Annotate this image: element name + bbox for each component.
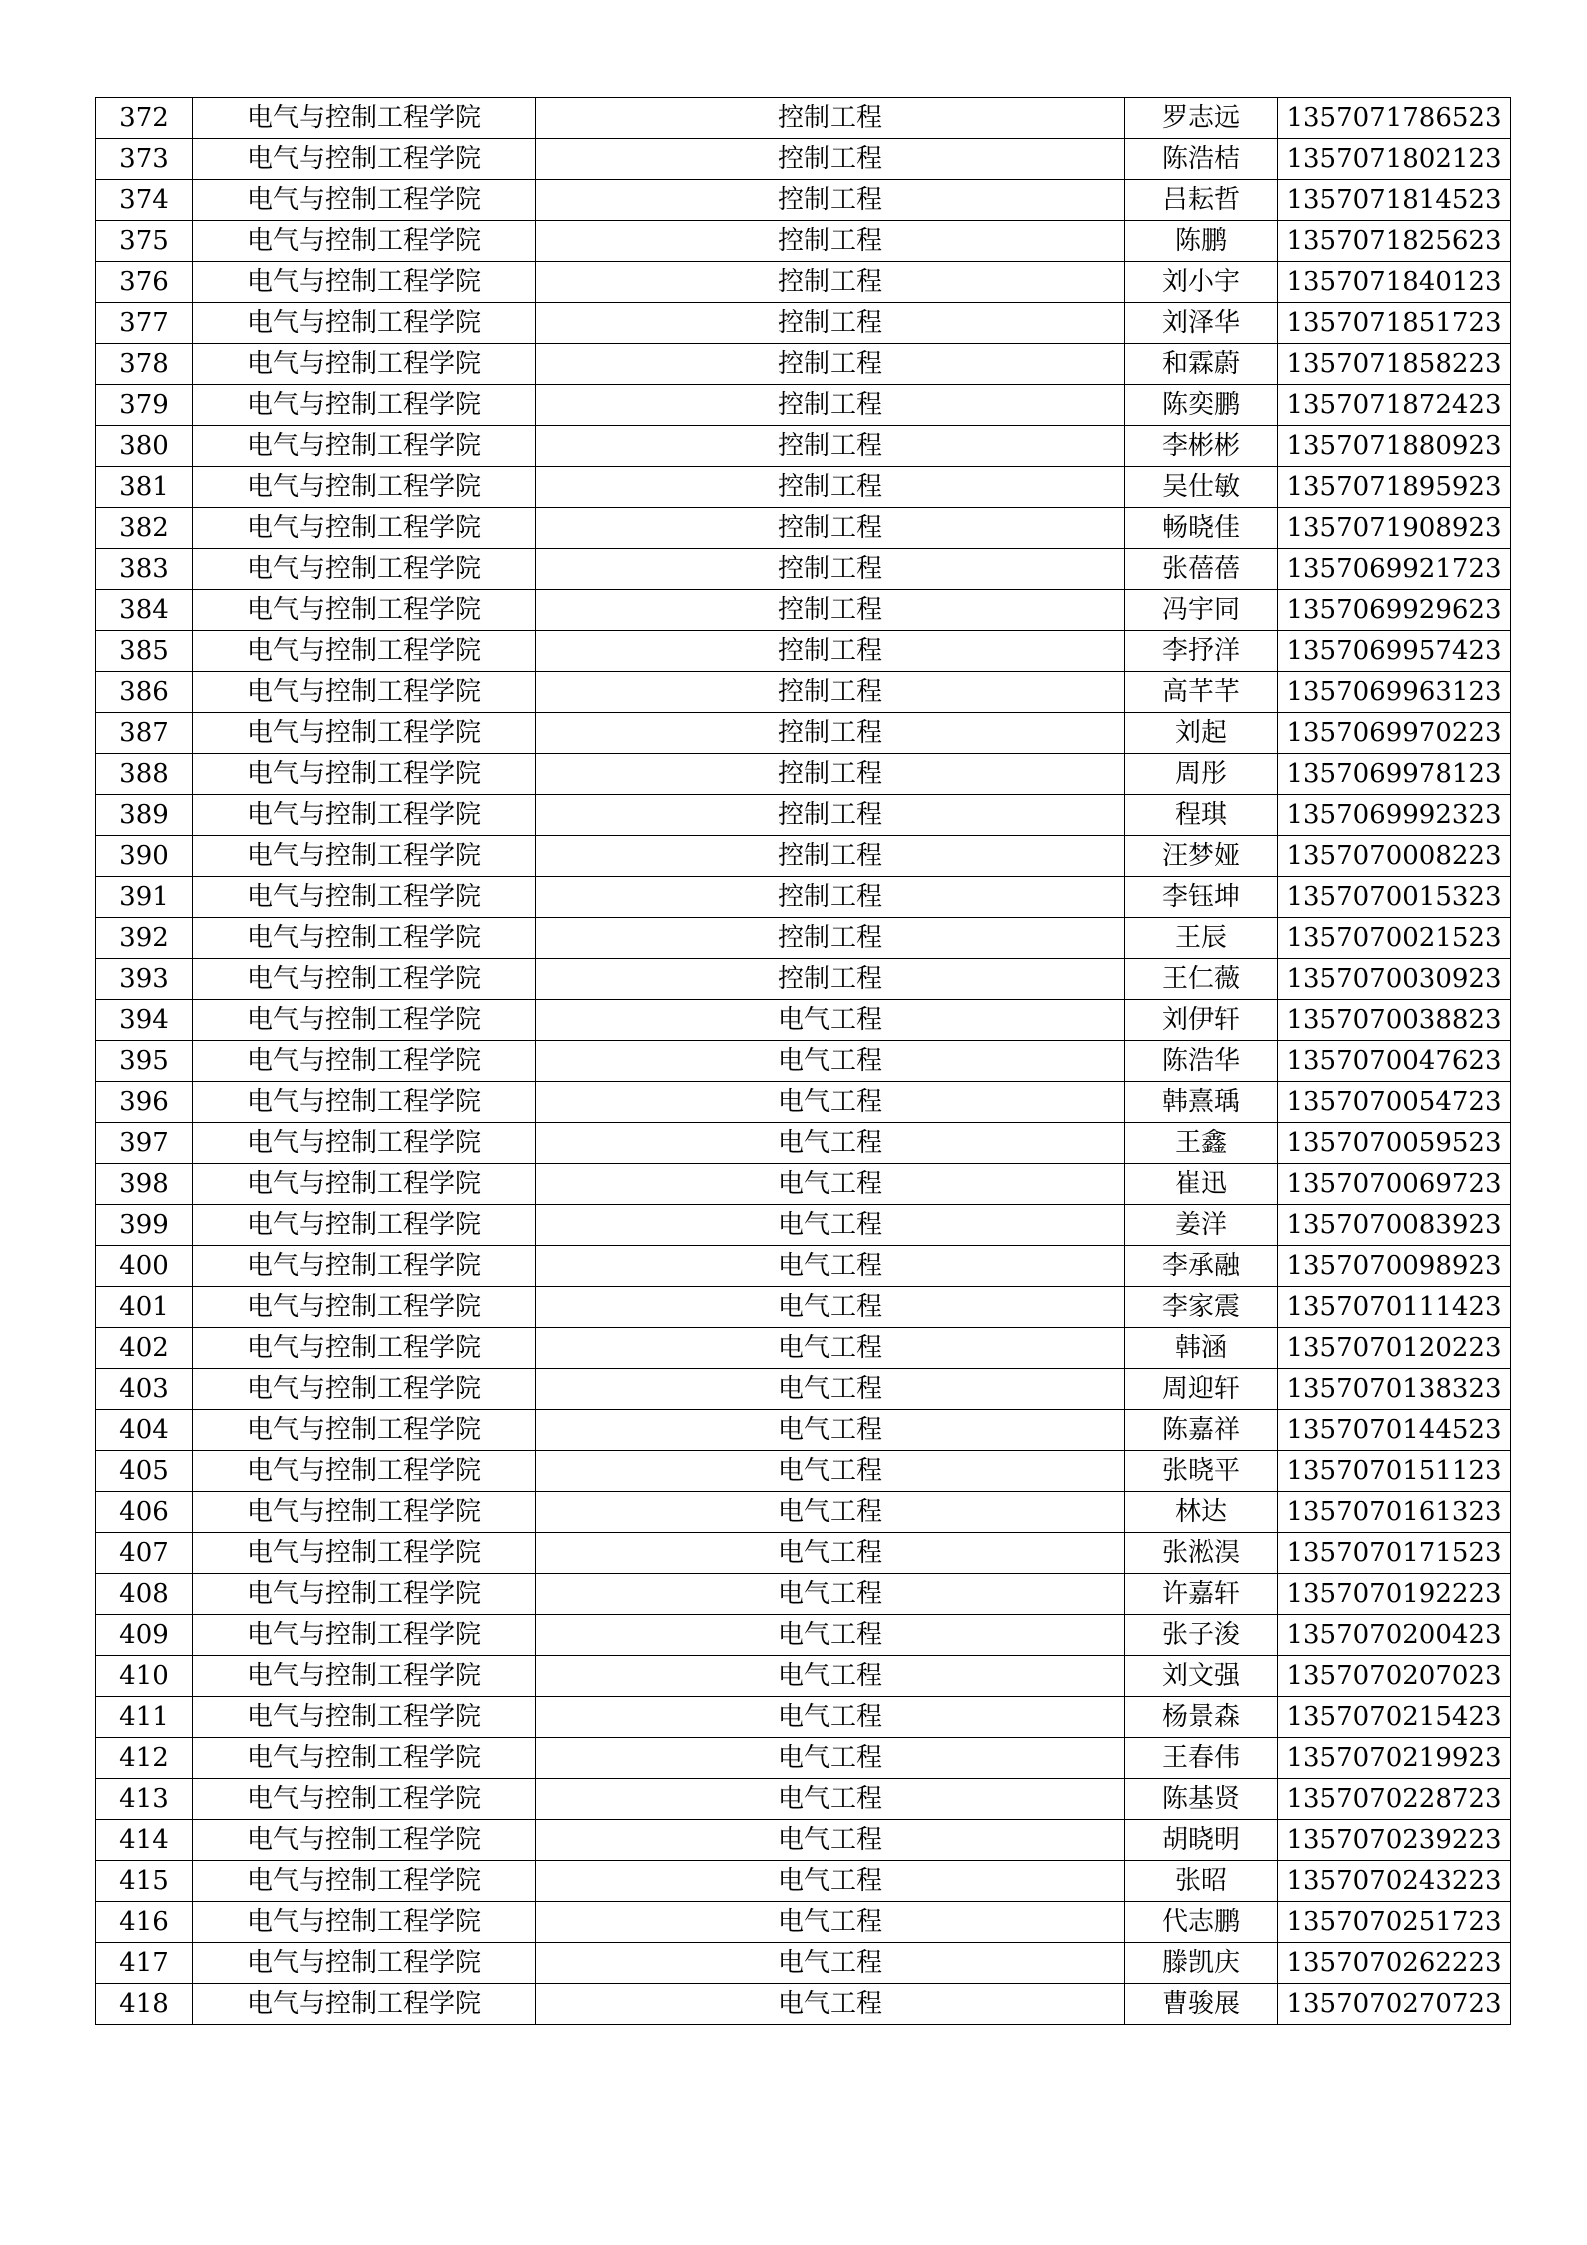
table-row [96, 1861, 1511, 1902]
table-row [96, 1246, 1511, 1287]
student-id-cell: 1357071840123 [1278, 262, 1511, 303]
college-cell: 电气与控制工程学院 [193, 1205, 536, 1246]
college-cell: 电气与控制工程学院 [193, 754, 536, 795]
student-id-cell: 1357070207023 [1278, 1656, 1511, 1697]
student-name-cell: 韩熹瑀 [1125, 1082, 1278, 1123]
student-name-cell: 刘文强 [1125, 1656, 1278, 1697]
student-id-cell: 1357071872423 [1278, 385, 1511, 426]
major-cell: 控制工程 [536, 672, 1125, 713]
student-name-cell: 李家震 [1125, 1287, 1278, 1328]
student-name-cell: 张蓓蓓 [1125, 549, 1278, 590]
college-cell: 电气与控制工程学院 [193, 1328, 536, 1369]
major-cell: 电气工程 [536, 1492, 1125, 1533]
row-number-cell: 385 [96, 631, 193, 672]
major-cell: 电气工程 [536, 1984, 1125, 2025]
student-id-cell: 1357070215423 [1278, 1697, 1511, 1738]
student-name-cell: 许嘉轩 [1125, 1574, 1278, 1615]
college-cell: 电气与控制工程学院 [193, 631, 536, 672]
row-number-cell: 390 [96, 836, 193, 877]
student-id-cell: 1357071908923 [1278, 508, 1511, 549]
student-name-cell: 畅晓佳 [1125, 508, 1278, 549]
student-name-cell: 王春伟 [1125, 1738, 1278, 1779]
row-number-cell: 414 [96, 1820, 193, 1861]
major-cell: 控制工程 [536, 836, 1125, 877]
row-number-cell: 384 [96, 590, 193, 631]
table-row [96, 754, 1511, 795]
table-row [96, 672, 1511, 713]
college-cell: 电气与控制工程学院 [193, 1820, 536, 1861]
row-number-cell: 407 [96, 1533, 193, 1574]
student-id-cell: 1357069992323 [1278, 795, 1511, 836]
student-id-cell: 1357070262223 [1278, 1943, 1511, 1984]
major-cell: 控制工程 [536, 959, 1125, 1000]
student-name-cell: 李钰坤 [1125, 877, 1278, 918]
student-id-cell: 1357070030923 [1278, 959, 1511, 1000]
row-number-cell: 375 [96, 221, 193, 262]
major-cell: 控制工程 [536, 754, 1125, 795]
student-name-cell: 张淞淏 [1125, 1533, 1278, 1574]
major-cell: 电气工程 [536, 1697, 1125, 1738]
student-name-cell: 曹骏展 [1125, 1984, 1278, 2025]
major-cell: 电气工程 [536, 1205, 1125, 1246]
student-name-cell: 汪梦娅 [1125, 836, 1278, 877]
student-id-cell: 1357069963123 [1278, 672, 1511, 713]
row-number-cell: 415 [96, 1861, 193, 1902]
table-row [96, 1656, 1511, 1697]
major-cell: 电气工程 [536, 1902, 1125, 1943]
college-cell: 电气与控制工程学院 [193, 877, 536, 918]
table-row [96, 303, 1511, 344]
row-number-cell: 399 [96, 1205, 193, 1246]
student-name-cell: 刘伊轩 [1125, 1000, 1278, 1041]
college-cell: 电气与控制工程学院 [193, 1656, 536, 1697]
table-row [96, 1205, 1511, 1246]
major-cell: 电气工程 [536, 1943, 1125, 1984]
row-number-cell: 392 [96, 918, 193, 959]
table-row [96, 918, 1511, 959]
student-name-cell: 李彬彬 [1125, 426, 1278, 467]
row-number-cell: 397 [96, 1123, 193, 1164]
major-cell: 控制工程 [536, 344, 1125, 385]
college-cell: 电气与控制工程学院 [193, 918, 536, 959]
student-name-cell: 张子浚 [1125, 1615, 1278, 1656]
row-number-cell: 377 [96, 303, 193, 344]
major-cell: 电气工程 [536, 1082, 1125, 1123]
college-cell: 电气与控制工程学院 [193, 303, 536, 344]
row-number-cell: 382 [96, 508, 193, 549]
row-number-cell: 404 [96, 1410, 193, 1451]
student-id-cell: 1357071858223 [1278, 344, 1511, 385]
student-name-cell: 刘泽华 [1125, 303, 1278, 344]
college-cell: 电气与控制工程学院 [193, 98, 536, 139]
table-row [96, 959, 1511, 1000]
major-cell: 控制工程 [536, 549, 1125, 590]
college-cell: 电气与控制工程学院 [193, 1123, 536, 1164]
college-cell: 电气与控制工程学院 [193, 467, 536, 508]
table-row [96, 1410, 1511, 1451]
student-name-cell: 王鑫 [1125, 1123, 1278, 1164]
major-cell: 控制工程 [536, 631, 1125, 672]
row-number-cell: 372 [96, 98, 193, 139]
table-row [96, 1943, 1511, 1984]
major-cell: 控制工程 [536, 385, 1125, 426]
major-cell: 控制工程 [536, 180, 1125, 221]
student-name-cell: 罗志远 [1125, 98, 1278, 139]
student-id-cell: 1357070171523 [1278, 1533, 1511, 1574]
student-name-cell: 林达 [1125, 1492, 1278, 1533]
student-id-cell: 1357069929623 [1278, 590, 1511, 631]
college-cell: 电气与控制工程学院 [193, 1041, 536, 1082]
major-cell: 控制工程 [536, 467, 1125, 508]
student-name-cell: 和霖蔚 [1125, 344, 1278, 385]
table-row [96, 713, 1511, 754]
row-number-cell: 418 [96, 1984, 193, 2025]
student-id-cell: 1357070120223 [1278, 1328, 1511, 1369]
student-id-cell: 1357070144523 [1278, 1410, 1511, 1451]
college-cell: 电气与控制工程学院 [193, 1738, 536, 1779]
table-row [96, 262, 1511, 303]
row-number-cell: 401 [96, 1287, 193, 1328]
major-cell: 控制工程 [536, 303, 1125, 344]
major-cell: 控制工程 [536, 795, 1125, 836]
table-row [96, 1533, 1511, 1574]
table-row [96, 1779, 1511, 1820]
table-row [96, 1000, 1511, 1041]
major-cell: 电气工程 [536, 1410, 1125, 1451]
row-number-cell: 373 [96, 139, 193, 180]
student-id-cell: 1357070038823 [1278, 1000, 1511, 1041]
student-name-cell: 刘小宇 [1125, 262, 1278, 303]
table-row [96, 467, 1511, 508]
row-number-cell: 381 [96, 467, 193, 508]
college-cell: 电气与控制工程学院 [193, 344, 536, 385]
major-cell: 控制工程 [536, 590, 1125, 631]
row-number-cell: 400 [96, 1246, 193, 1287]
student-name-cell: 王仁薇 [1125, 959, 1278, 1000]
row-number-cell: 413 [96, 1779, 193, 1820]
table-row [96, 1615, 1511, 1656]
college-cell: 电气与控制工程学院 [193, 221, 536, 262]
college-cell: 电气与控制工程学院 [193, 1287, 536, 1328]
college-cell: 电气与控制工程学院 [193, 1246, 536, 1287]
student-list-table [95, 97, 1511, 2025]
row-number-cell: 378 [96, 344, 193, 385]
major-cell: 电气工程 [536, 1328, 1125, 1369]
student-name-cell: 崔迅 [1125, 1164, 1278, 1205]
row-number-cell: 410 [96, 1656, 193, 1697]
college-cell: 电气与控制工程学院 [193, 1369, 536, 1410]
college-cell: 电气与控制工程学院 [193, 426, 536, 467]
student-id-cell: 1357070192223 [1278, 1574, 1511, 1615]
table-row [96, 1902, 1511, 1943]
table-row [96, 139, 1511, 180]
student-name-cell: 张昭 [1125, 1861, 1278, 1902]
college-cell: 电气与控制工程学院 [193, 1984, 536, 2025]
college-cell: 电气与控制工程学院 [193, 1615, 536, 1656]
student-id-cell: 1357070138323 [1278, 1369, 1511, 1410]
row-number-cell: 396 [96, 1082, 193, 1123]
college-cell: 电气与控制工程学院 [193, 959, 536, 1000]
student-name-cell: 程琪 [1125, 795, 1278, 836]
college-cell: 电气与控制工程学院 [193, 1492, 536, 1533]
major-cell: 电气工程 [536, 1246, 1125, 1287]
table-row [96, 1328, 1511, 1369]
table-row [96, 1697, 1511, 1738]
major-cell: 控制工程 [536, 713, 1125, 754]
college-cell: 电气与控制工程学院 [193, 1779, 536, 1820]
student-name-cell: 周迎轩 [1125, 1369, 1278, 1410]
row-number-cell: 409 [96, 1615, 193, 1656]
table-row [96, 1082, 1511, 1123]
row-number-cell: 393 [96, 959, 193, 1000]
student-id-cell: 1357070069723 [1278, 1164, 1511, 1205]
student-name-cell: 代志鹏 [1125, 1902, 1278, 1943]
row-number-cell: 398 [96, 1164, 193, 1205]
major-cell: 控制工程 [536, 918, 1125, 959]
row-number-cell: 376 [96, 262, 193, 303]
student-name-cell: 周彤 [1125, 754, 1278, 795]
row-number-cell: 383 [96, 549, 193, 590]
college-cell: 电气与控制工程学院 [193, 549, 536, 590]
college-cell: 电气与控制工程学院 [193, 1533, 536, 1574]
student-name-cell: 陈鹏 [1125, 221, 1278, 262]
row-number-cell: 374 [96, 180, 193, 221]
major-cell: 电气工程 [536, 1574, 1125, 1615]
major-cell: 控制工程 [536, 98, 1125, 139]
major-cell: 控制工程 [536, 262, 1125, 303]
college-cell: 电气与控制工程学院 [193, 713, 536, 754]
student-id-cell: 1357070059523 [1278, 1123, 1511, 1164]
student-name-cell: 高芊芊 [1125, 672, 1278, 713]
table-row [96, 1820, 1511, 1861]
table-row [96, 344, 1511, 385]
major-cell: 电气工程 [536, 1615, 1125, 1656]
table-row [96, 631, 1511, 672]
row-number-cell: 386 [96, 672, 193, 713]
student-id-cell: 1357070219923 [1278, 1738, 1511, 1779]
student-name-cell: 胡晓明 [1125, 1820, 1278, 1861]
row-number-cell: 405 [96, 1451, 193, 1492]
college-cell: 电气与控制工程学院 [193, 1861, 536, 1902]
table-row [96, 590, 1511, 631]
college-cell: 电气与控制工程学院 [193, 139, 536, 180]
table-row [96, 1492, 1511, 1533]
student-name-cell: 张晓平 [1125, 1451, 1278, 1492]
major-cell: 电气工程 [536, 1000, 1125, 1041]
major-cell: 控制工程 [536, 139, 1125, 180]
student-name-cell: 陈基贤 [1125, 1779, 1278, 1820]
student-id-cell: 1357070243223 [1278, 1861, 1511, 1902]
table-row [96, 877, 1511, 918]
student-id-cell: 1357070151123 [1278, 1451, 1511, 1492]
row-number-cell: 387 [96, 713, 193, 754]
student-id-cell: 1357071851723 [1278, 303, 1511, 344]
student-name-cell: 陈奕鹏 [1125, 385, 1278, 426]
college-cell: 电气与控制工程学院 [193, 1451, 536, 1492]
student-id-cell: 1357070015323 [1278, 877, 1511, 918]
student-name-cell: 杨景森 [1125, 1697, 1278, 1738]
college-cell: 电气与控制工程学院 [193, 262, 536, 303]
row-number-cell: 402 [96, 1328, 193, 1369]
row-number-cell: 389 [96, 795, 193, 836]
student-id-cell: 1357070111423 [1278, 1287, 1511, 1328]
student-id-cell: 1357070161323 [1278, 1492, 1511, 1533]
major-cell: 电气工程 [536, 1820, 1125, 1861]
college-cell: 电气与控制工程学院 [193, 1697, 536, 1738]
student-id-cell: 1357070228723 [1278, 1779, 1511, 1820]
student-name-cell: 陈浩桔 [1125, 139, 1278, 180]
student-id-cell: 1357069957423 [1278, 631, 1511, 672]
student-id-cell: 1357070200423 [1278, 1615, 1511, 1656]
student-id-cell: 1357070021523 [1278, 918, 1511, 959]
row-number-cell: 395 [96, 1041, 193, 1082]
college-cell: 电气与控制工程学院 [193, 180, 536, 221]
row-number-cell: 406 [96, 1492, 193, 1533]
major-cell: 电气工程 [536, 1287, 1125, 1328]
student-id-cell: 1357069921723 [1278, 549, 1511, 590]
student-id-cell: 1357071814523 [1278, 180, 1511, 221]
major-cell: 电气工程 [536, 1656, 1125, 1697]
college-cell: 电气与控制工程学院 [193, 1943, 536, 1984]
major-cell: 控制工程 [536, 508, 1125, 549]
table-row [96, 180, 1511, 221]
row-number-cell: 379 [96, 385, 193, 426]
student-name-cell: 吕耘哲 [1125, 180, 1278, 221]
table-row [96, 1738, 1511, 1779]
college-cell: 电气与控制工程学院 [193, 590, 536, 631]
table-row [96, 385, 1511, 426]
row-number-cell: 391 [96, 877, 193, 918]
row-number-cell: 394 [96, 1000, 193, 1041]
student-id-cell: 1357071825623 [1278, 221, 1511, 262]
college-cell: 电气与控制工程学院 [193, 1082, 536, 1123]
student-name-cell: 韩涵 [1125, 1328, 1278, 1369]
table-row [96, 1287, 1511, 1328]
table-row [96, 549, 1511, 590]
row-number-cell: 416 [96, 1902, 193, 1943]
student-id-cell: 1357071802123 [1278, 139, 1511, 180]
table-body [96, 98, 1511, 2025]
student-id-cell: 1357070047623 [1278, 1041, 1511, 1082]
college-cell: 电气与控制工程学院 [193, 672, 536, 713]
college-cell: 电气与控制工程学院 [193, 1574, 536, 1615]
student-name-cell: 陈嘉祥 [1125, 1410, 1278, 1451]
college-cell: 电气与控制工程学院 [193, 385, 536, 426]
student-name-cell: 吴仕敏 [1125, 467, 1278, 508]
student-id-cell: 1357070239223 [1278, 1820, 1511, 1861]
table-row [96, 1574, 1511, 1615]
student-name-cell: 滕凯庆 [1125, 1943, 1278, 1984]
college-cell: 电气与控制工程学院 [193, 1164, 536, 1205]
student-name-cell: 李抒洋 [1125, 631, 1278, 672]
student-id-cell: 1357069970223 [1278, 713, 1511, 754]
student-name-cell: 陈浩华 [1125, 1041, 1278, 1082]
major-cell: 电气工程 [536, 1738, 1125, 1779]
major-cell: 电气工程 [536, 1369, 1125, 1410]
college-cell: 电气与控制工程学院 [193, 1000, 536, 1041]
college-cell: 电气与控制工程学院 [193, 795, 536, 836]
student-id-cell: 1357070008223 [1278, 836, 1511, 877]
college-cell: 电气与控制工程学院 [193, 836, 536, 877]
table-row [96, 1369, 1511, 1410]
student-id-cell: 1357070098923 [1278, 1246, 1511, 1287]
table-row [96, 1164, 1511, 1205]
row-number-cell: 380 [96, 426, 193, 467]
table-row [96, 795, 1511, 836]
table-row [96, 1123, 1511, 1164]
table-row [96, 1984, 1511, 2025]
college-cell: 电气与控制工程学院 [193, 1902, 536, 1943]
table-row [96, 426, 1511, 467]
table-row [96, 221, 1511, 262]
student-name-cell: 姜洋 [1125, 1205, 1278, 1246]
major-cell: 电气工程 [536, 1779, 1125, 1820]
row-number-cell: 412 [96, 1738, 193, 1779]
major-cell: 电气工程 [536, 1123, 1125, 1164]
major-cell: 电气工程 [536, 1164, 1125, 1205]
table-row [96, 1451, 1511, 1492]
table-row [96, 836, 1511, 877]
row-number-cell: 388 [96, 754, 193, 795]
table-row [96, 1041, 1511, 1082]
major-cell: 电气工程 [536, 1041, 1125, 1082]
college-cell: 电气与控制工程学院 [193, 1410, 536, 1451]
row-number-cell: 417 [96, 1943, 193, 1984]
major-cell: 电气工程 [536, 1533, 1125, 1574]
major-cell: 电气工程 [536, 1451, 1125, 1492]
major-cell: 电气工程 [536, 1861, 1125, 1902]
row-number-cell: 408 [96, 1574, 193, 1615]
table-row [96, 508, 1511, 549]
college-cell: 电气与控制工程学院 [193, 508, 536, 549]
major-cell: 控制工程 [536, 426, 1125, 467]
major-cell: 控制工程 [536, 877, 1125, 918]
row-number-cell: 411 [96, 1697, 193, 1738]
student-id-cell: 1357070054723 [1278, 1082, 1511, 1123]
major-cell: 控制工程 [536, 221, 1125, 262]
row-number-cell: 403 [96, 1369, 193, 1410]
student-id-cell: 1357071895923 [1278, 467, 1511, 508]
student-id-cell: 1357071880923 [1278, 426, 1511, 467]
student-id-cell: 1357071786523 [1278, 98, 1511, 139]
table-row [96, 98, 1511, 139]
student-name-cell: 刘起 [1125, 713, 1278, 754]
student-id-cell: 1357070270723 [1278, 1984, 1511, 2025]
student-name-cell: 冯宇同 [1125, 590, 1278, 631]
student-id-cell: 1357070251723 [1278, 1902, 1511, 1943]
student-name-cell: 李承融 [1125, 1246, 1278, 1287]
student-id-cell: 1357070083923 [1278, 1205, 1511, 1246]
student-id-cell: 1357069978123 [1278, 754, 1511, 795]
student-name-cell: 王辰 [1125, 918, 1278, 959]
